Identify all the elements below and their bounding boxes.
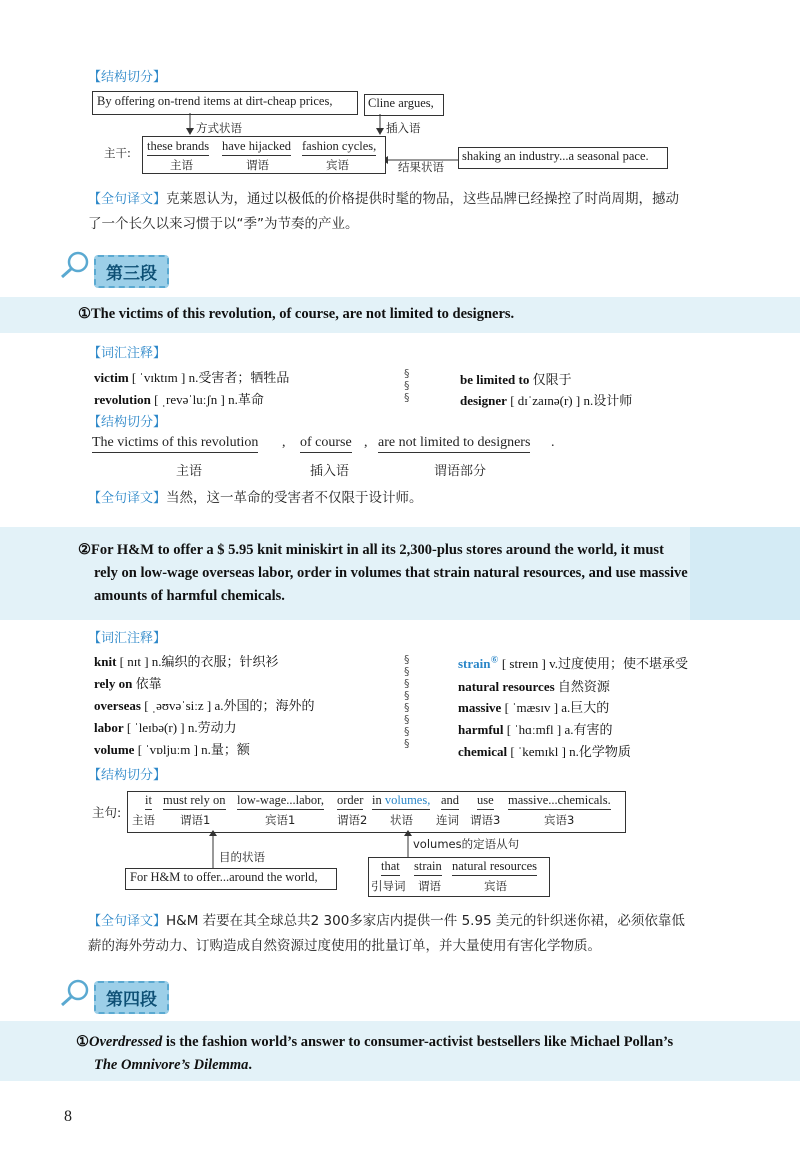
mc-massive-role: 宾语3 <box>544 813 575 827</box>
mc-lowwage: low-wage...labor, <box>237 793 324 810</box>
main-label: 主干: <box>104 146 131 160</box>
vocab-tag: 【词汇注释】 <box>88 346 167 361</box>
mc-in-volumes: in volumes, <box>372 793 430 810</box>
vocab-left-2: overseas [ ˌəʊvəˈsiːz ] a.外国的；海外的 <box>94 698 315 713</box>
vocab-left-0: knit [ nɪt ] n.编织的衣服；针织衫 <box>94 654 279 669</box>
mc-volumes: volumes, <box>384 793 431 807</box>
mc-order: order <box>337 793 363 810</box>
purpose-phrase: For H&M to offer...around the world, <box>130 870 318 884</box>
s3-2-line3: amounts of harmful chemicals. <box>94 588 285 604</box>
rel-that: that <box>381 859 400 876</box>
trans-line2: 了一个长久以来习惯于以“季”为节奏的产业。 <box>88 216 359 232</box>
s3-2-line1: ②For H&M to offer a $ 5.95 knit miniskirt in all its 2,300-plus stores around the world, it must <box>78 542 664 558</box>
rel-that-role: 引导词 <box>371 879 406 893</box>
main-clause-label: 主句: <box>92 805 122 820</box>
label-result: 结果状语 <box>398 160 444 174</box>
frequency-mark: ⑥ <box>490 654 499 665</box>
section4-title: 第四段 <box>94 981 169 1014</box>
mc-lowwage-role: 宾语1 <box>265 813 296 827</box>
mc-it-role: 主语 <box>132 813 155 827</box>
page-number: 8 <box>64 1108 72 1125</box>
adverbial-phrase: By offering on-trend items at dirt-cheap prices, <box>97 94 333 108</box>
s3-2-line2: rely on low-wage overseas labor, order in volumes that strain natural resources, and use massive <box>94 565 688 581</box>
struct-tag: 【结构切分】 <box>88 415 167 430</box>
struct-tag: 【结构切分】 <box>88 70 167 85</box>
s3-1-p3-role: 谓语部分 <box>434 464 487 479</box>
trans-line1: H&M 若要在其全球总共2 300多家店内提供一件 5.95 美元的针织迷你裙，必须依靠低 <box>166 913 685 929</box>
s4-1-line2: The Omnivore’s Dilemma. <box>94 1057 253 1073</box>
mc-massive: massive...chemicals. <box>508 793 611 810</box>
vocab-right-0: be limited to 仅限于 <box>460 372 572 387</box>
label-fangshi: 方式状语 <box>196 121 242 135</box>
vocab-right-3: harmful [ ˈhɑːmfl ] a.有害的 <box>458 722 613 737</box>
s3-1-comma1: , <box>282 435 286 450</box>
rel-strain: strain <box>414 859 442 876</box>
result-phrase: shaking an industry...a seasonal pace. <box>462 149 649 163</box>
mc-volumes-role: 状语 <box>390 813 413 827</box>
label-charu: 插入语 <box>386 121 421 135</box>
block1-translation <box>88 187 768 237</box>
purpose-label: 目的状语 <box>219 850 265 864</box>
s3-1-comma2: , <box>364 435 368 450</box>
w1: these brands <box>147 139 209 156</box>
trans-line2: 薪的海外劳动力、订购造成自然资源过度使用的批量订单，并大量使用有害化学物质。 <box>88 938 601 954</box>
vocab-left-3: labor [ ˈleɪbə(r) ] n.劳动力 <box>94 720 237 735</box>
s3-1-p2-role: 插入语 <box>310 464 350 479</box>
vocab-right-1: designer [ dɪˈzaɪnə(r) ] n.设计师 <box>460 393 633 408</box>
vocab-left-0: victim [ ˈvɪktɪm ] n.受害者；牺牲品 <box>94 370 290 385</box>
mc-use-role: 谓语3 <box>470 813 501 827</box>
trans-line1: 克莱恩认为，通过以极低的价格提供时髦的物品，这些品牌已经操控了时尚周期，撼动 <box>166 191 680 207</box>
vocab-left-4: volume [ ˈvɒljuːm ] n.量；额 <box>94 742 250 757</box>
vocab-left-1: revolution [ ˌrevəˈluːʃn ] n.革命 <box>94 392 264 407</box>
rel-natres-role: 宾语 <box>484 879 507 893</box>
mc-and-role: 连词 <box>436 813 459 827</box>
s3-1-period: . <box>551 435 555 450</box>
rel-strain-role: 谓语 <box>418 879 441 893</box>
s3-2-translation <box>88 909 768 959</box>
vocab-divider: § § § § § § § § <box>404 653 410 750</box>
w2-role: 谓语 <box>246 158 269 172</box>
s4-1-line1: ①Overdressed is the fashion world’s answer to consumer-activist bestsellers like Michael Pollan’s <box>76 1034 674 1050</box>
vocab-right-4: chemical [ ˈkemɪkl ] n.化学物质 <box>458 744 631 759</box>
w1-role: 主语 <box>170 158 193 172</box>
s3-1-translation <box>88 486 423 511</box>
rel-label: volumes的定语从句 <box>413 837 520 851</box>
s3-1-p2: of course <box>300 435 352 453</box>
trans-text: 当然，这一革命的受害者不仅限于设计师。 <box>166 490 423 506</box>
mc-and: and <box>441 793 459 810</box>
vocab-right-0: strain⑥ [ streɪn ] v.过度使用；使不堪承受 <box>458 654 689 671</box>
rel-natres: natural resources <box>452 859 537 876</box>
vocab-left-1: rely on 依靠 <box>94 676 162 691</box>
magnifier-icon <box>58 978 92 1008</box>
w3: fashion cycles, <box>302 139 376 156</box>
s3-1-p3: are not limited to designers <box>378 435 530 453</box>
w3-role: 宾语 <box>326 158 349 172</box>
mc-order-role: 谓语2 <box>337 813 368 827</box>
struct-tag: 【结构切分】 <box>88 768 167 783</box>
mc-must: must rely on <box>163 793 226 810</box>
vocab-right-1: natural resources 自然资源 <box>458 679 610 694</box>
magnifier-icon <box>58 250 92 280</box>
insert-phrase: Cline argues, <box>368 96 434 110</box>
mc-it: it <box>145 793 152 810</box>
mc-use: use <box>477 793 494 810</box>
w2: have hijacked <box>222 139 291 156</box>
vocab-tag: 【词汇注释】 <box>88 631 167 646</box>
s3-1-p1: The victims of this revolution <box>92 435 258 453</box>
trans-tag: 【全句译文】 <box>88 192 167 207</box>
section3-title: 第三段 <box>94 255 169 288</box>
vocab-right-2: massive [ ˈmæsɪv ] a.巨大的 <box>458 700 610 715</box>
mc-must-role: 谓语1 <box>180 813 211 827</box>
sentence-band-accent <box>690 527 800 620</box>
s3-1-p1-role: 主语 <box>176 464 203 479</box>
trans-tag: 【全句译文】 <box>88 914 167 929</box>
trans-tag: 【全句译文】 <box>88 491 167 506</box>
vocab-divider: § § § <box>404 367 410 404</box>
s3-1-sentence: ①The victims of this revolution, of course, are not limited to designers. <box>78 306 515 322</box>
